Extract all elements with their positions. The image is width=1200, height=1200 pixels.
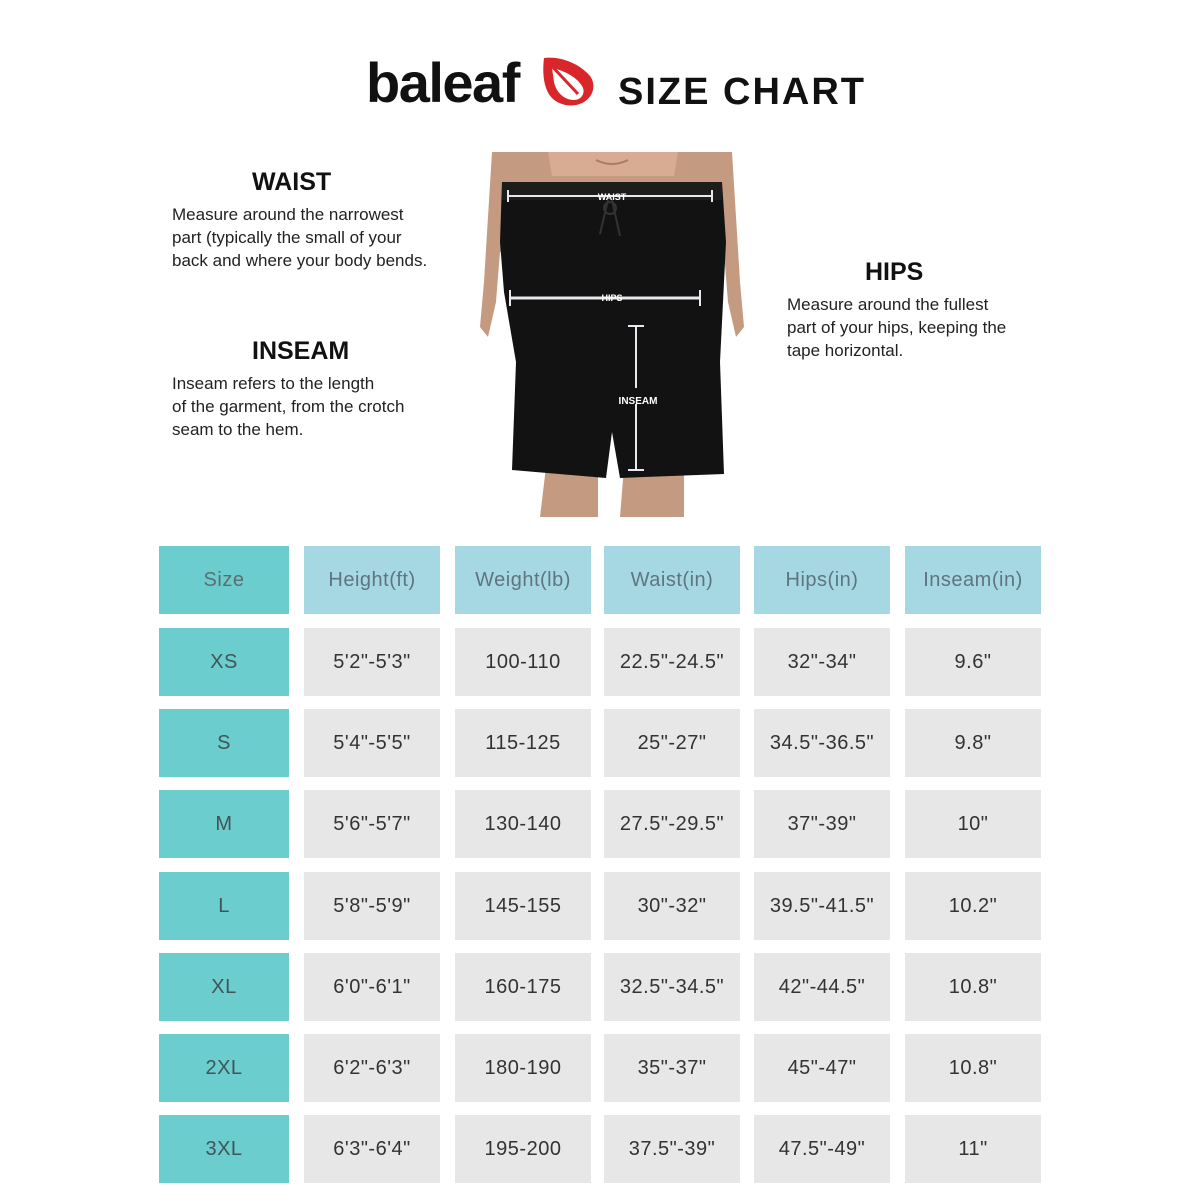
size-label-cell: 2XL — [159, 1034, 289, 1102]
baleaf-leaf-logo-icon — [538, 52, 598, 110]
table-cell-weight: 115-125 — [455, 709, 591, 777]
table-cell-height: 5'2"-5'3" — [304, 628, 440, 696]
model-shorts-image — [478, 152, 746, 517]
header-cell-weight: Weight(lb) — [455, 546, 591, 614]
inseam-guide — [172, 336, 472, 441]
hips-description: Measure around the fullest part of your hips, keeping the tape horizontal. — [787, 295, 1007, 360]
table-cell-hips: 42"-44.5" — [754, 953, 890, 1021]
table-cell-hips: 39.5"-41.5" — [754, 872, 890, 940]
table-cell-weight: 160-175 — [455, 953, 591, 1021]
table-cell-waist: 32.5"-34.5" — [604, 953, 740, 1021]
header — [0, 40, 1200, 130]
table-cell-height: 5'6"-5'7" — [304, 790, 440, 858]
table-cell-hips: 47.5"-49" — [754, 1115, 890, 1183]
hips-photo-label: HIPS — [601, 293, 623, 303]
waist-guide — [172, 167, 472, 272]
size-label-cell: XL — [159, 953, 289, 1021]
table-cell-hips: 45"-47" — [754, 1034, 890, 1102]
table-cell-hips: 34.5"-36.5" — [754, 709, 890, 777]
hips-guide — [787, 257, 1067, 362]
table-cell-waist: 30"-32" — [604, 872, 740, 940]
table-cell-hips: 32"-34" — [754, 628, 890, 696]
table-cell-weight: 100-110 — [455, 628, 591, 696]
table-cell-height: 5'8"-5'9" — [304, 872, 440, 940]
size-label-cell: L — [159, 872, 289, 940]
header-cell-height: Height(ft) — [304, 546, 440, 614]
header-cell-waist: Waist(in) — [604, 546, 740, 614]
table-cell-weight: 180-190 — [455, 1034, 591, 1102]
table-cell-weight: 195-200 — [455, 1115, 591, 1183]
waist-title: WAIST — [252, 168, 332, 196]
inseam-description: Inseam refers to the length of the garment, from the crotch seam to the hem. — [172, 374, 405, 439]
page-title: SIZE CHART — [618, 71, 866, 113]
table-cell-height: 6'2"-6'3" — [304, 1034, 440, 1102]
table-cell-hips: 37"-39" — [754, 790, 890, 858]
hips-title: HIPS — [865, 258, 924, 286]
table-cell-waist: 22.5"-24.5" — [604, 628, 740, 696]
table-cell-waist: 27.5"-29.5" — [604, 790, 740, 858]
table-cell-inseam: 10" — [905, 790, 1041, 858]
waist-description: Measure around the narrowest part (typically the small of your back and where your body bends. — [172, 205, 428, 270]
size-label-cell: XS — [159, 628, 289, 696]
brand-logo-text: baleaf — [366, 51, 519, 114]
table-cell-inseam: 9.6" — [905, 628, 1041, 696]
table-cell-height: 6'3"-6'4" — [304, 1115, 440, 1183]
size-label-cell: 3XL — [159, 1115, 289, 1183]
table-cell-height: 6'0"-6'1" — [304, 953, 440, 1021]
table-cell-height: 5'4"-5'5" — [304, 709, 440, 777]
size-label-cell: M — [159, 790, 289, 858]
waist-photo-label: WAIST — [597, 192, 627, 202]
table-cell-waist: 35"-37" — [604, 1034, 740, 1102]
table-cell-inseam: 10.8" — [905, 953, 1041, 1021]
table-cell-weight: 145-155 — [455, 872, 591, 940]
header-cell-size: Size — [159, 546, 289, 614]
inseam-title: INSEAM — [252, 337, 350, 365]
table-cell-weight: 130-140 — [455, 790, 591, 858]
size-label-cell: S — [159, 709, 289, 777]
header-cell-inseam: Inseam(in) — [905, 546, 1041, 614]
table-cell-inseam: 10.2" — [905, 872, 1041, 940]
table-cell-inseam: 11" — [905, 1115, 1041, 1183]
table-cell-inseam: 9.8" — [905, 709, 1041, 777]
table-cell-waist: 25"-27" — [604, 709, 740, 777]
header-cell-hips: Hips(in) — [754, 546, 890, 614]
table-cell-inseam: 10.8" — [905, 1034, 1041, 1102]
inseam-photo-label: INSEAM — [618, 396, 658, 407]
table-cell-waist: 37.5"-39" — [604, 1115, 740, 1183]
